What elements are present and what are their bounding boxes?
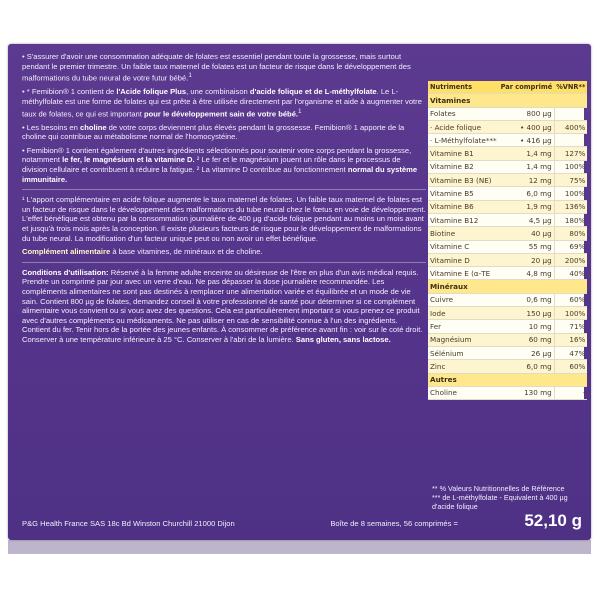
table-row (428, 307, 587, 320)
vnr-percent: 60% (554, 293, 587, 306)
nutrient-name: Vitamine B3 (NE) (428, 174, 499, 187)
amount-per-tablet: 150 µg (499, 307, 555, 320)
amount-per-tablet: 6,0 mg (499, 360, 555, 373)
vnr-percent: 136% (554, 200, 587, 213)
table-row (428, 107, 587, 120)
table-row (428, 174, 587, 187)
nutrient-name: Folates (428, 107, 499, 120)
table-notes (432, 484, 584, 511)
header-vnr: %VNR** (554, 81, 587, 94)
table-body (428, 94, 587, 400)
nutrition-table (428, 81, 584, 400)
vnr-percent: 100% (554, 187, 587, 200)
footer (22, 511, 582, 530)
supplement-statement: Complément alimentaire à base vitamines, de minéraux et de choline. (22, 247, 263, 257)
vnr-percent: 60% (554, 360, 587, 373)
amount-per-tablet: 26 µg (499, 346, 555, 359)
vnr-percent: 16% (554, 333, 587, 346)
amount-per-tablet: 0,6 mg (499, 293, 555, 306)
amount-per-tablet: 60 mg (499, 333, 555, 346)
amount-per-tablet: • 400 µg (499, 120, 555, 133)
nutrient-name: Vitamine B2 (428, 160, 499, 173)
table-section-row (428, 94, 587, 107)
paragraph-other-ingredients: • Femibion® 1 contient également d'autres ingrédients sélectionnés pour soutenir votre corps pendant la grossesse, notamment le fer, le magnésium et la vitamine D. ² Le fer et le magnésium jouent un rôle dans le processus de division cellulaire et contribuent à réduire la fatigue. ² La vitamine D contribue au fonctionnement normal du système immunitaire. (22, 145, 418, 184)
vnr-percent: 200% (554, 253, 587, 266)
table-row (428, 253, 587, 266)
section-label: Autres (428, 373, 587, 386)
nutrient-name: Vitamine B5 (428, 187, 499, 200)
amount-per-tablet: 800 µg (499, 107, 555, 120)
nutrient-name: Cuivre (428, 293, 499, 306)
table-row (428, 320, 587, 333)
nutrient-name: Vitamine B12 (428, 213, 499, 226)
section-label: Minéraux (428, 280, 587, 293)
vnr-percent: 69% (554, 240, 587, 253)
vnr-percent (554, 107, 587, 120)
table-row (428, 386, 587, 399)
amount-per-tablet: 12 mg (499, 174, 555, 187)
vnr-percent: 100% (554, 307, 587, 320)
amount-per-tablet: 4,8 mg (499, 267, 555, 280)
bottom-edge (8, 540, 591, 554)
vnr-percent (554, 134, 587, 147)
paragraph-choline: • Les besoins en choline de votre corps deviennent plus élevés pendant la grossesse. Femibion® 1 apporte de la choline qui contribue au métabolisme normal de l'homocystéine. (22, 122, 405, 142)
conditions-of-use: Conditions d'utilisation: Réservé à la femme adulte enceinte ou désireuse de l'être en plus d'un avis médical requis. Prendre un comprimé par jour avec un verre d'eau. Ne pas dépasser la dose journalière recommandée. Les compléments alimentaires ne sont pas destinés à remplacer une alimentation variée et équilibrée et un mode de vie sain. Contient 800 µg de folates, demandez conseil à votre professionnel de santé pour déterminer si ce complément alimentaire vous convient ou si vous avez des questions. Cela est particulièrement important si vous prenez ce produit avec d'autres compléments ou médicaments. Ne pas utiliser en cas de sensibilité connue à l'un des ingrédients. Contient du fer. Tenir hors de la portée des jeunes enfants. À consommer de préférence avant fin : voir sur le coté droit. Conserver à une température inférieure à 25 °C. Conserver à l'abri de la lumière. Sans gluten, sans lactose. (22, 267, 423, 344)
table-row (428, 160, 587, 173)
vnr-percent: - (554, 386, 587, 399)
net-weight: 52,10 g (524, 511, 582, 530)
table-row (428, 267, 587, 280)
vnr-percent: 100% (554, 160, 587, 173)
amount-per-tablet: 130 mg (499, 386, 555, 399)
note-methylfolate: *** de L-méthylfolate - Equivalent à 400 µg d'acide folique (432, 493, 568, 511)
vnr-percent: 400% (554, 120, 587, 133)
vnr-percent: 71% (554, 320, 587, 333)
table-row (428, 293, 587, 306)
footnote-folic-acid: ¹ L'apport complémentaire en acide folique augmente le taux maternel de folates. Un faible taux maternel de folates est un facteur de risque dans le développement des malformations du tube neural chez le fœtus en voie de développement. L'effet bénéfique est obtenu par la consommation journalière de 400 µg d'acide folique pendant au moins un mois avant et jusqu'à trois mois après la conception. Il existe plusieurs facteurs de risque pour le développement de malformations du tube neural. La modification d'un facteur unique peut ou non avoir un effet bénéfique. (22, 195, 426, 243)
amount-per-tablet: 1,9 mg (499, 200, 555, 213)
amount-per-tablet: • 416 µg (499, 134, 555, 147)
table-row (428, 227, 587, 240)
nutrient-name: Vitamine B6 (428, 200, 499, 213)
amount-per-tablet: 1,4 mg (499, 160, 555, 173)
amount-per-tablet: 4,5 µg (499, 213, 555, 226)
paragraph-femibion-folic: • * Femibion® 1 contient de l'Acide folique Plus, une combinaison d'acide folique et de L-méthylfolate. Le L-méthylfolate est une forme de folates qui est prête à être utilisée directement par l'organisme et aide à augmenter votre taux de folates, ce qui est important pour le développement sain de votre bébé.$^1$ (22, 87, 422, 119)
paragraph-folates: • S'assurer d'avoir une consommation adéquate de folates est essentiel pendant toute la grossesse, mais surtout pendant le premier trimestre. Un faible taux maternel de folates est un facteur de risque dans le développement des malformations du tube neural de votre futur bébé.$^1$ (22, 52, 411, 83)
box-contents: Boîte de 8 semaines, 56 comprimés = (330, 519, 458, 528)
nutrient-name: Vitamine E (α-TE (428, 267, 499, 280)
divider (22, 189, 426, 190)
nutrient-name: Zinc (428, 360, 499, 373)
note-vnr: ** % Valeurs Nutritionnelles de Référence (432, 484, 565, 493)
table-section-row (428, 280, 587, 293)
nutrient-name: Choline (428, 386, 499, 399)
section-label: Vitamines (428, 94, 587, 107)
table-row (428, 240, 587, 253)
table-row (428, 147, 587, 160)
amount-per-tablet: 40 µg (499, 227, 555, 240)
nutrient-name: Iode (428, 307, 499, 320)
vnr-percent: 47% (554, 346, 587, 359)
table-row (428, 213, 587, 226)
amount-per-tablet: 20 µg (499, 253, 555, 266)
amount-per-tablet: 6,0 mg (499, 187, 555, 200)
amount-per-tablet: 1,4 mg (499, 147, 555, 160)
nutrient-name: Vitamine C (428, 240, 499, 253)
table-row (428, 333, 587, 346)
nutrient-name: Biotine (428, 227, 499, 240)
amount-per-tablet: 10 mg (499, 320, 555, 333)
nutrient-name: Magnésium (428, 333, 499, 346)
table-row (428, 120, 587, 133)
company-address: P&G Health France SAS 18c Bd Winston Churchill 21000 Dijon (22, 519, 235, 528)
table-header-row (428, 81, 587, 94)
nutrient-name: Fer (428, 320, 499, 333)
nutrient-name: Sélénium (428, 346, 499, 359)
description-column (22, 52, 426, 349)
nutrient-name: Vitamine D (428, 253, 499, 266)
nutrient-name: · Acide folique (428, 120, 499, 133)
table-section-row (428, 373, 587, 386)
vnr-percent: 75% (554, 174, 587, 187)
nutrient-name: Vitamine B1 (428, 147, 499, 160)
vnr-percent: 127% (554, 147, 587, 160)
header-per-tablet: Par comprimé (499, 81, 555, 94)
header-nutrient: Nutriments (428, 81, 499, 94)
table-row (428, 346, 587, 359)
table-row (428, 134, 587, 147)
divider (22, 262, 426, 263)
table-row (428, 200, 587, 213)
vnr-percent: 40% (554, 267, 587, 280)
table-row (428, 360, 587, 373)
amount-per-tablet: 55 mg (499, 240, 555, 253)
vnr-percent: 80% (554, 227, 587, 240)
product-info-panel (8, 44, 591, 540)
table-row (428, 187, 587, 200)
nutrient-name: · L-Méthylfolate*** (428, 134, 499, 147)
vnr-percent: 180% (554, 213, 587, 226)
